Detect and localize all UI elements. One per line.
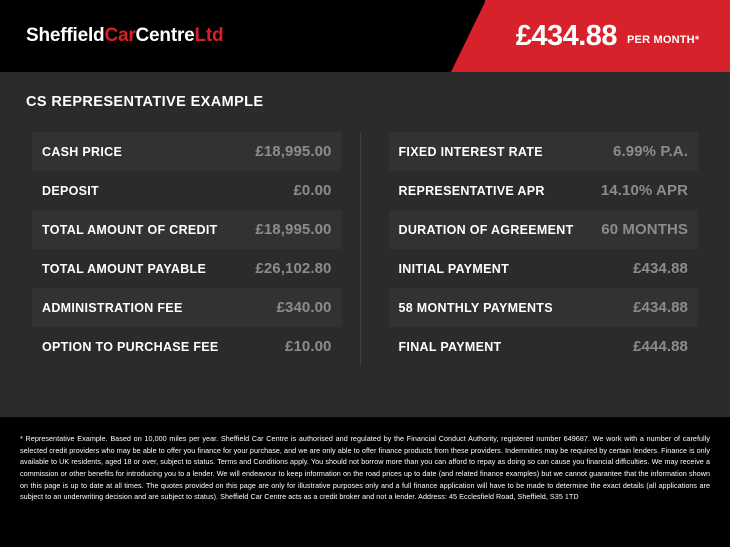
finance-column-right <box>361 132 705 366</box>
table-row <box>32 132 342 171</box>
row-label: TOTAL AMOUNT OF CREDIT <box>42 223 218 237</box>
row-label: 58 MONTHLY PAYMENTS <box>398 301 553 315</box>
row-value: £434.88 <box>633 260 688 277</box>
disclaimer-text: * Representative Example. Based on 10,000 miles per year. Sheffield Car Centre is authorised and regulated by the Financial Conduct Authority, registered number 649687. We work with a number of carefully selected credit providers who may be able to offer you finance for your purchase, and we are only able to offer finance products from these providers. Indemnities may be required by certain lenders. Finance is only available to UK residents, aged 18 or over, subject to status. Terms and Conditions apply. You should not borrow more than you can afford to repay as doing so can cause you financial difficulties. We may receive a commission or other benefits for introducing you to a lender. We will endeavour to keep information on the road prices up to date (and related finance examples) but we cannot guarantee that the information shown on this page is up to date at all times. The quotes provided on this page are only for illustrative purposes only and a full finance application will have to be made to determine the exact details (all applications are subject to an underwriting decision and are subject to status). Sheffield Car Centre acts as a credit broker and not a lender. Address: 45 Ecclesfield Road, Sheffield, S35 1TD <box>20 434 710 502</box>
company-logo <box>0 25 223 47</box>
page-footer <box>0 417 730 547</box>
row-value: £18,995.00 <box>255 143 332 160</box>
monthly-price-amount: £434.88 <box>515 19 618 52</box>
row-value: £340.00 <box>276 299 332 316</box>
table-row <box>32 249 342 288</box>
row-value: £444.88 <box>633 338 688 355</box>
table-row <box>32 210 342 249</box>
table-row <box>389 210 699 249</box>
row-label: TOTAL AMOUNT PAYABLE <box>42 262 207 276</box>
finance-details-section <box>0 72 730 417</box>
table-row <box>389 171 699 210</box>
table-row <box>32 171 342 210</box>
row-value: £434.88 <box>633 299 688 316</box>
row-value: £10.00 <box>285 338 332 355</box>
row-value: 14.10% APR <box>600 182 688 199</box>
logo-part-centre: Centre <box>135 25 195 46</box>
monthly-price-period: PER MONTH* <box>627 34 700 46</box>
row-label: FINAL PAYMENT <box>398 340 502 354</box>
row-label: OPTION TO PURCHASE FEE <box>42 340 219 354</box>
row-value: £26,102.80 <box>255 260 332 277</box>
row-label: INITIAL PAYMENT <box>398 262 510 276</box>
row-value: £18,995.00 <box>255 221 332 238</box>
page-title: CS REPRESENTATIVE EXAMPLE <box>26 94 264 110</box>
row-label: CASH PRICE <box>42 145 123 159</box>
row-label: REPRESENTATIVE APR <box>398 184 545 198</box>
finance-column-left <box>26 132 361 366</box>
row-label: DURATION OF AGREEMENT <box>398 223 574 237</box>
row-label: ADMINISTRATION FEE <box>42 301 183 315</box>
table-row <box>389 327 699 366</box>
logo-part-ltd: Ltd <box>194 25 224 46</box>
monthly-price-banner <box>485 0 730 72</box>
row-value: 6.99% P.A. <box>613 143 688 160</box>
row-label: DEPOSIT <box>42 184 99 198</box>
table-row <box>32 327 342 366</box>
finance-columns <box>26 132 704 366</box>
logo-part-car: Car <box>104 25 136 46</box>
page-header <box>0 0 730 72</box>
row-label: FIXED INTEREST RATE <box>398 145 543 159</box>
table-row <box>389 249 699 288</box>
row-value: £0.00 <box>293 182 332 199</box>
table-row <box>389 132 699 171</box>
logo-part-sheffield: Sheffield <box>26 25 105 46</box>
row-value: 60 MONTHS <box>601 221 688 238</box>
table-row <box>389 288 699 327</box>
table-row <box>32 288 342 327</box>
